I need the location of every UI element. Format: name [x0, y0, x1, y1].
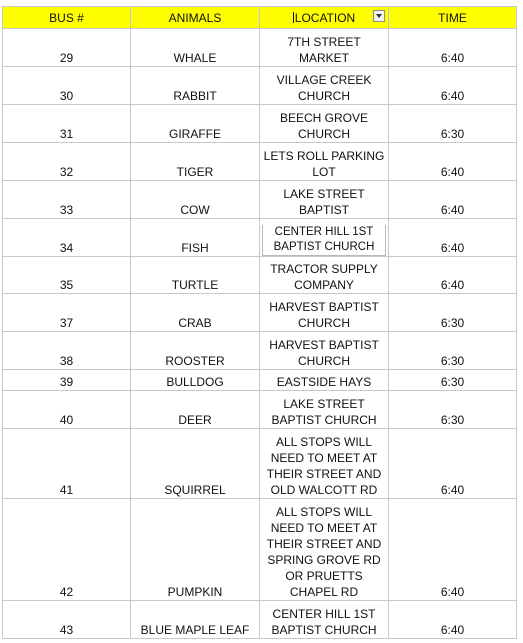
table-row — [3, 499, 517, 601]
header-location: LOCATION — [294, 10, 356, 25]
location-cell[interactable]: LETS ROLL PARKING LOT — [260, 143, 389, 181]
time-cell[interactable]: 6:40 — [389, 601, 517, 639]
time-cell[interactable]: 6:40 — [389, 29, 517, 67]
table-body — [3, 29, 517, 639]
bus-cell[interactable]: 40 — [3, 391, 131, 429]
location-cell[interactable]: LAKE STREET BAPTIST — [260, 181, 389, 219]
location-cell[interactable]: LAKE STREET BAPTIST CHURCH — [260, 391, 389, 429]
table-row — [3, 391, 517, 429]
table-row — [3, 29, 517, 67]
bus-cell[interactable]: 39 — [3, 370, 131, 391]
bus-cell[interactable]: 42 — [3, 499, 131, 601]
bus-cell[interactable]: 43 — [3, 601, 131, 639]
bus-cell[interactable]: 32 — [3, 143, 131, 181]
location-cell[interactable]: ALL STOPS WILL NEED TO MEET AT THEIR STREET AND SPRING GROVE RD OR PRUETTS CHAPEL RD — [260, 499, 389, 601]
animal-cell[interactable]: RABBIT — [131, 67, 260, 105]
location-cell[interactable]: VILLAGE CREEK CHURCH — [260, 67, 389, 105]
location-cell[interactable]: HARVEST BAPTIST CHURCH — [260, 294, 389, 332]
location-cell[interactable]: EASTSIDE HAYS — [260, 370, 389, 391]
text-cursor — [293, 12, 294, 23]
animal-cell[interactable]: DEER — [131, 391, 260, 429]
table-row — [3, 370, 517, 391]
time-cell[interactable]: 6:40 — [389, 219, 517, 257]
bus-cell[interactable]: 30 — [3, 67, 131, 105]
time-cell[interactable]: 6:40 — [389, 143, 517, 181]
table-row — [3, 601, 517, 639]
time-cell[interactable]: 6:40 — [389, 429, 517, 499]
table-row — [3, 181, 517, 219]
table-row — [3, 105, 517, 143]
table-row — [3, 219, 517, 257]
header-animals[interactable]: ANIMALS — [131, 7, 260, 29]
table-header — [3, 7, 517, 29]
bus-schedule-table — [2, 6, 517, 639]
location-cell[interactable]: 7TH STREET MARKET — [260, 29, 389, 67]
bus-cell[interactable]: 35 — [3, 257, 131, 294]
time-cell[interactable]: 6:30 — [389, 391, 517, 429]
time-cell[interactable]: 6:30 — [389, 370, 517, 391]
time-cell[interactable]: 6:40 — [389, 257, 517, 294]
header-row — [3, 7, 517, 29]
location-cell[interactable] — [260, 219, 389, 257]
bus-cell[interactable]: 34 — [3, 219, 131, 257]
location-cell[interactable]: ALL STOPS WILL NEED TO MEET AT THEIR STREET AND OLD WALCOTT RD — [260, 429, 389, 499]
location-cell[interactable]: CENTER HILL 1ST BAPTIST CHURCH — [260, 601, 389, 639]
table-row — [3, 67, 517, 105]
animal-cell[interactable]: CRAB — [131, 294, 260, 332]
location-cell[interactable]: HARVEST BAPTIST CHURCH — [260, 332, 389, 370]
bus-cell[interactable]: 38 — [3, 332, 131, 370]
header-time[interactable]: TIME — [389, 7, 517, 29]
header-bus[interactable]: BUS # — [3, 7, 131, 29]
location-cell[interactable]: BEECH GROVE CHURCH — [260, 105, 389, 143]
location-cell[interactable]: TRACTOR SUPPLY COMPANY — [260, 257, 389, 294]
bus-cell[interactable]: 41 — [3, 429, 131, 499]
time-cell[interactable]: 6:40 — [389, 499, 517, 601]
time-cell[interactable]: 6:30 — [389, 332, 517, 370]
table-row — [3, 143, 517, 181]
animal-cell[interactable]: ROOSTER — [131, 332, 260, 370]
time-cell[interactable]: 6:30 — [389, 105, 517, 143]
bus-cell[interactable]: 29 — [3, 29, 131, 67]
animal-cell[interactable]: BLUE MAPLE LEAF — [131, 601, 260, 639]
selected-cell-box: CENTER HILL 1ST BAPTIST CHURCH — [262, 225, 386, 256]
table-row — [3, 429, 517, 499]
table-row — [3, 257, 517, 294]
table-row — [3, 294, 517, 332]
animal-cell[interactable]: TURTLE — [131, 257, 260, 294]
animal-cell[interactable]: COW — [131, 181, 260, 219]
bus-cell[interactable]: 37 — [3, 294, 131, 332]
animal-cell[interactable]: PUMPKIN — [131, 499, 260, 601]
animal-cell[interactable]: SQUIRREL — [131, 429, 260, 499]
animal-cell[interactable]: GIRAFFE — [131, 105, 260, 143]
time-cell[interactable]: 6:40 — [389, 67, 517, 105]
time-cell[interactable]: 6:40 — [389, 181, 517, 219]
animal-cell[interactable]: TIGER — [131, 143, 260, 181]
animal-cell[interactable]: FISH — [131, 219, 260, 257]
table-row — [3, 332, 517, 370]
animal-cell[interactable]: WHALE — [131, 29, 260, 67]
time-cell[interactable]: 6:30 — [389, 294, 517, 332]
bus-cell[interactable]: 33 — [3, 181, 131, 219]
bus-cell[interactable]: 31 — [3, 105, 131, 143]
header-location-cell[interactable] — [260, 7, 389, 29]
dropdown-arrow-icon[interactable] — [373, 10, 385, 22]
animal-cell[interactable]: BULLDOG — [131, 370, 260, 391]
